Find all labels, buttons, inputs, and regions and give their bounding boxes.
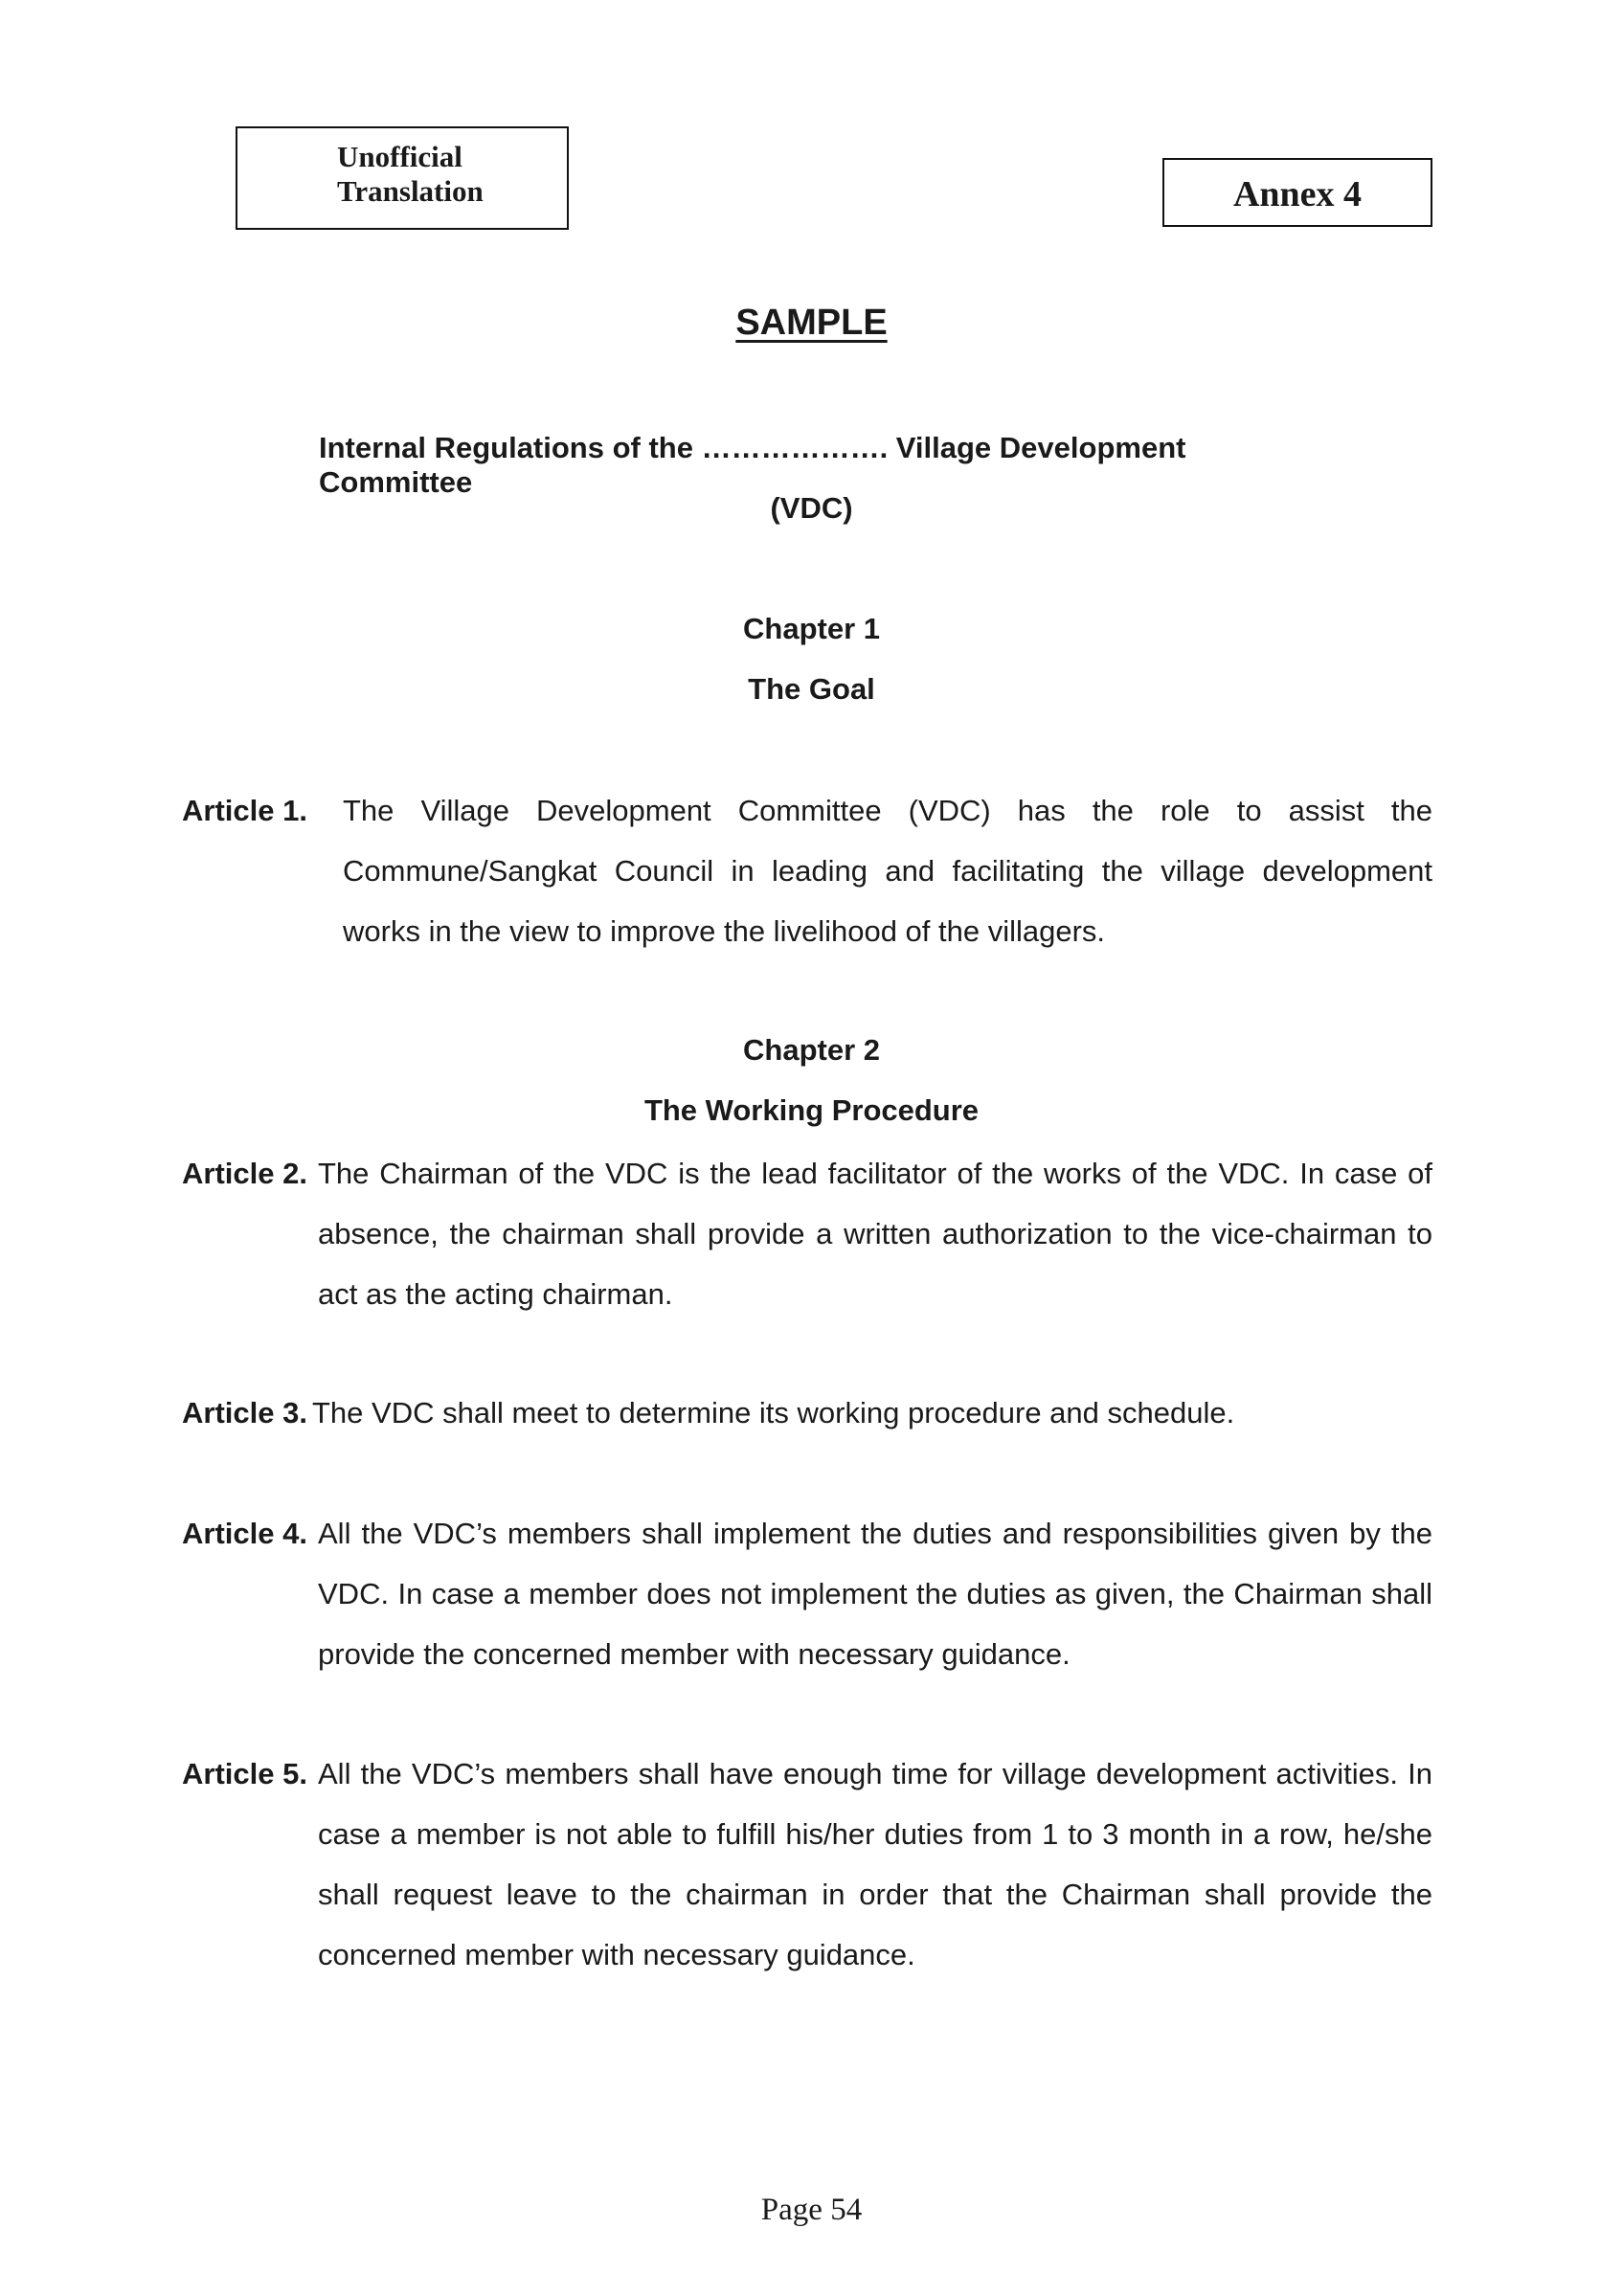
chapter-2-title: The Working Procedure — [643, 1093, 980, 1127]
article-3-label: Article 3. — [182, 1396, 307, 1429]
unofficial-label: Unofficial — [337, 140, 462, 173]
chapter-1-title: The Goal — [748, 672, 875, 706]
page-number: Page 54 — [760, 2193, 863, 2227]
article-3 — [182, 1383, 1432, 1443]
unofficial-translation-box — [236, 126, 569, 230]
chapter-1-number: Chapter 1 — [743, 612, 880, 645]
document-title: Internal Regulations of the ………………. Village Development Committee — [319, 431, 1186, 499]
article-1-text: The Village Development Committee (VDC) has the role to assist the Commune/Sangkat Council in leading and facilitating the village development works in the view to improve the livelihood of the villagers. — [343, 794, 1432, 948]
article-1 — [182, 780, 1432, 961]
article-5-label: Article 5. — [182, 1757, 307, 1790]
article-1-label: Article 1. — [182, 794, 307, 827]
article-4 — [182, 1503, 1432, 1684]
article-5 — [182, 1744, 1432, 1985]
chapter-2-number: Chapter 2 — [743, 1033, 880, 1067]
article-2 — [182, 1143, 1432, 1324]
article-5-text: All the VDC’s members shall have enough time for village development activities. In case a member is not able to fulfill his/her duties from 1 to 3 month in a row, he/she shall request leave to the chairman in order that the Chairman shall provide the concerned member with necessary guidance. — [318, 1757, 1432, 1971]
translation-label: Translation — [337, 174, 484, 208]
article-4-text: All the VDC’s members shall implement the duties and responsibilities given by the VDC. In case a member does not implement the duties as given, the Chairman shall provide the concerned member with necessary guidance. — [318, 1517, 1432, 1671]
article-3-text: The VDC shall meet to determine its working procedure and schedule. — [312, 1396, 1235, 1429]
annex-box — [1162, 158, 1432, 227]
article-2-label: Article 2. — [182, 1157, 307, 1190]
sample-title: SAMPLE — [735, 303, 888, 343]
annex-label: Annex 4 — [1232, 174, 1363, 214]
article-2-text: The Chairman of the VDC is the lead facilitator of the works of the VDC. In case of absence, the chairman shall provide a written authorization to the vice-chairman to act as the acting chairman. — [318, 1157, 1432, 1311]
article-4-label: Article 4. — [182, 1517, 307, 1550]
document-title-abbrev: (VDC) — [770, 491, 853, 525]
